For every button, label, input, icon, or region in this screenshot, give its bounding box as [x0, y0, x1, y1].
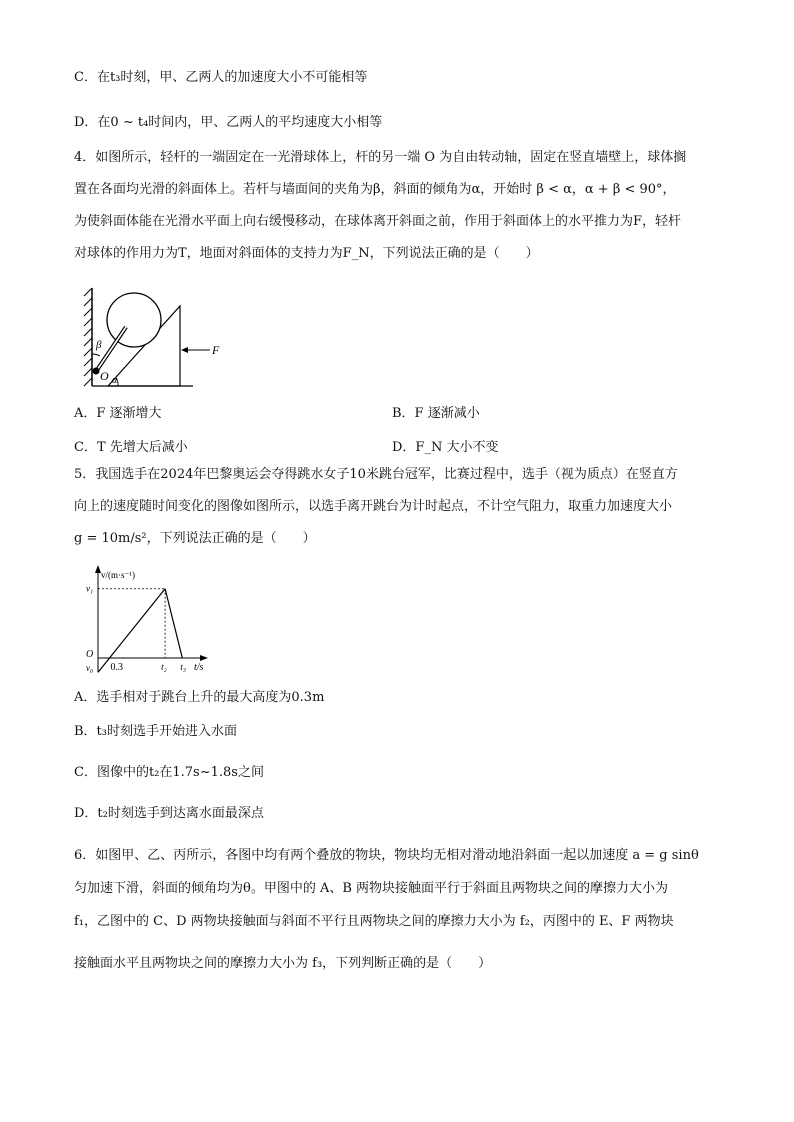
label-beta: β: [96, 339, 102, 351]
q5-option-b: B．t₃时刻选手开始进入水面: [74, 724, 237, 739]
pivot-O: [93, 368, 100, 375]
q3-option-d: D．在0 ~ t₄时间内，甲、乙两人的平均速度大小相等: [74, 115, 383, 130]
q5-vt-chart: [82, 562, 222, 674]
q4-option-d: D．F_N 大小不变: [392, 440, 499, 455]
q4-option-b: B．F 逐渐减小: [392, 406, 480, 421]
label-alpha: α: [112, 375, 118, 386]
q4-option-c: C．T 先增大后减小: [74, 440, 188, 455]
y-tick-v1: v₁: [86, 583, 94, 594]
q6-stem-line4: 接触面水平且两物块之间的摩擦力大小为 f₃，下列判断正确的是（ ）: [74, 956, 492, 971]
q5-stem-line2: 向上的速度随时间变化的图像如图所示，以选手离开跳台为计时起点，不计空气阻力，取重力加速度大小: [74, 499, 673, 514]
q5-option-a: A．选手相对于跳台上升的最大高度为0.3m: [74, 690, 325, 705]
q5-stem-line1: 5．我国选手在2024年巴黎奥运会夺得跳水女子10米跳台冠军，比赛过程中，选手（视为质点）在竖直方: [74, 467, 678, 482]
q4-option-a: A．F 逐渐增大: [74, 406, 162, 421]
q6-stem-line3: f₁，乙图中的 C、D 两物块接触面与斜面不平行且两物块之间的摩擦力大小为 f₂，丙图中的 E、F 两物块: [74, 914, 674, 929]
series-segment: [165, 589, 182, 658]
origin-label: O: [86, 649, 94, 660]
series-segment: [110, 589, 166, 658]
x-axis-arrow-icon: [200, 655, 208, 661]
x-tick-0-3: 0.3: [110, 662, 123, 673]
x-tick-t2: t₂: [161, 662, 167, 672]
wall-hatching: [84, 288, 92, 386]
ball: [107, 293, 161, 347]
series-segment: [98, 658, 110, 672]
q3-option-c: C．在t₃时刻，甲、乙两人的加速度大小不可能相等: [74, 70, 368, 85]
q4-stem-line3: 为使斜面体能在光滑水平面上向右缓慢移动，在球体离开斜面之前，作用于斜面体上的水平推力为F，轻杆: [74, 214, 682, 229]
q6-stem-line1: 6．如图甲、乙、丙所示，各图中均有两个叠放的物块，物块均无相对滑动地沿斜面一起以加速度 a = g sinθ: [74, 848, 699, 863]
label-F: F: [212, 343, 220, 357]
x-tick-t3: t₃: [180, 662, 186, 672]
q6-stem-line2: 匀加速下滑，斜面的倾角均为θ。甲图中的 A、B 两物块接触面平行于斜面且两物块之间的摩擦力大小为: [74, 881, 669, 896]
q4-stem-line1: 4．如图所示，轻杆的一端固定在一光滑球体上，杆的另一端 O 为自由转动轴，固定在竖直墙壁上，球体搁: [74, 150, 687, 165]
q5-option-c: C．图像中的t₂在1.7s~1.8s之间: [74, 765, 264, 780]
y-tick-v0: v₀: [86, 663, 94, 673]
q4-figure: [78, 282, 228, 392]
q5-stem-line3: g = 10m/s²，下列说法正确的是（ ）: [74, 531, 316, 546]
x-axis-label: t/s: [194, 662, 204, 673]
arrow-head-icon: [181, 347, 188, 353]
q4-stem-line4: 对球体的作用力为T，地面对斜面体的支持力为F_N，下列说法正确的是（ ）: [74, 246, 539, 261]
q5-option-d: D．t₂时刻选手到达离水面最深点: [74, 806, 264, 821]
beta-arc: [92, 354, 100, 356]
label-O: O: [100, 369, 109, 383]
y-axis-label: v/(m·s⁻¹): [101, 570, 135, 580]
q4-stem-line2: 置在各面均光滑的斜面体上。若杆与墙面间的夹角为β，斜面的倾角为α，开始时 β < α，α + β < 90°，: [74, 182, 676, 197]
